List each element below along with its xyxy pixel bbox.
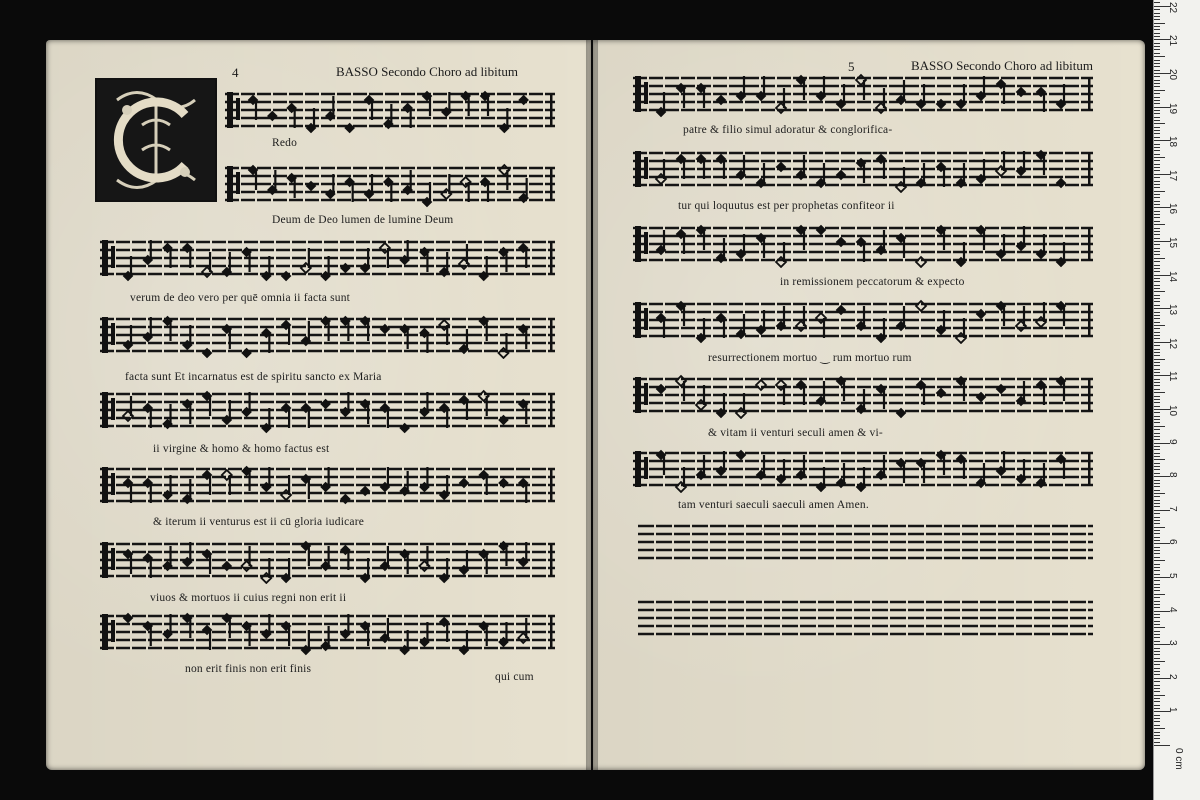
ruler-tick (1154, 248, 1160, 249)
ruler-tick (1154, 533, 1160, 534)
ruler-tick (1154, 86, 1160, 87)
ruler-tick (1154, 325, 1165, 326)
ruler-tick (1154, 204, 1160, 205)
lyric-line: tur qui loquutus est per prophetas confiteor ii (678, 200, 895, 212)
ruler-tick (1154, 298, 1160, 299)
ruler-tick (1154, 590, 1160, 591)
ruler-tick (1154, 144, 1160, 145)
ruler-number: 8 (1167, 472, 1178, 478)
ruler-tick (1154, 288, 1160, 289)
ruler-tick (1154, 244, 1160, 245)
ruler-tick (1154, 624, 1160, 625)
ruler-tick (1154, 567, 1160, 568)
ruler-number: 7 (1167, 505, 1178, 512)
lyric-line: ii virgine & homo & homo factus est (153, 443, 330, 455)
ruler-tick (1154, 621, 1160, 622)
ruler-tick (1154, 399, 1160, 400)
ruler-tick (1154, 33, 1160, 34)
ruler-tick (1154, 261, 1160, 262)
ruler-tick (1154, 365, 1160, 366)
ruler-tick (1154, 416, 1160, 417)
ruler-tick (1154, 372, 1160, 373)
decorative-initial-c (95, 78, 217, 202)
ruler-tick (1154, 594, 1165, 595)
ruler-tick (1154, 708, 1160, 709)
lyric-line: resurrectionem mortuo ‿ rum mortuo rum (708, 352, 912, 364)
ruler-tick (1154, 93, 1160, 94)
empty-staff (638, 522, 1093, 571)
ruler-tick (1154, 19, 1160, 20)
ruler-tick (1154, 715, 1160, 716)
ruler-tick (1154, 66, 1160, 67)
ruler-tick (1154, 113, 1160, 114)
music-staff (100, 463, 555, 509)
ruler-tick (1154, 154, 1160, 155)
ruler-tick (1154, 517, 1160, 518)
ruler-number: 12 (1167, 337, 1178, 349)
empty-staff (638, 598, 1093, 647)
ruler-tick (1154, 483, 1160, 484)
ruler-tick (1154, 668, 1160, 669)
ruler-tick (1154, 503, 1160, 504)
ruler-tick (1154, 530, 1160, 531)
ruler-tick (1154, 601, 1160, 602)
ruler-tick (1154, 439, 1160, 440)
music-staff (225, 88, 555, 134)
ruler-tick (1154, 681, 1160, 682)
ruler-tick (1154, 537, 1160, 538)
ruler-tick (1154, 251, 1160, 252)
music-staff (633, 373, 1093, 419)
ruler-tick (1154, 382, 1160, 383)
ruler-tick (1154, 463, 1160, 464)
ruler-tick (1154, 9, 1160, 10)
ruler-tick (1154, 412, 1160, 413)
ruler-tick (1154, 16, 1160, 17)
ruler-number: 19 (1167, 102, 1178, 114)
ruler-tick (1154, 305, 1160, 306)
ruler-tick (1154, 76, 1160, 77)
music-staff (100, 236, 555, 282)
ruler-tick (1154, 560, 1165, 561)
ruler-tick (1154, 43, 1160, 44)
ruler-tick (1154, 164, 1160, 165)
ruler-tick (1154, 587, 1160, 588)
ruler-number: 20 (1167, 69, 1178, 81)
ruler-tick (1154, 564, 1160, 565)
music-staff (633, 222, 1093, 268)
ruler-tick (1154, 449, 1160, 450)
ruler-tick (1154, 123, 1165, 124)
ruler-tick (1154, 685, 1160, 686)
ruler-tick (1154, 271, 1160, 272)
ruler-tick (1154, 217, 1160, 218)
ruler-tick (1154, 614, 1160, 615)
ruler-tick (1154, 664, 1160, 665)
ruler-tick (1154, 735, 1160, 736)
ruler-tick (1154, 362, 1160, 363)
music-staff (633, 298, 1093, 344)
ruler-tick (1154, 97, 1160, 98)
ruler-number: 16 (1167, 203, 1178, 215)
ruler-tick (1154, 473, 1160, 474)
ruler-tick (1154, 191, 1165, 192)
ruler-tick (1154, 301, 1160, 302)
ruler-tick (1154, 695, 1165, 696)
lyric-line: viuos & mortuos ii cuius regni non erit ii (150, 592, 347, 604)
ruler-tick (1154, 453, 1160, 454)
music-staff (100, 388, 555, 434)
ruler-tick (1154, 648, 1160, 649)
ruler-tick (1154, 527, 1165, 528)
ruler-tick (1154, 480, 1160, 481)
ruler-tick (1154, 332, 1160, 333)
ruler-tick (1154, 661, 1165, 662)
ruler-number: 5 (1167, 573, 1178, 579)
ruler-tick (1154, 170, 1160, 171)
ruler-tick (1154, 732, 1160, 733)
ruler-tick (1154, 221, 1160, 222)
ruler-tick (1154, 150, 1160, 151)
ruler-tick (1154, 446, 1160, 447)
ruler-tick (1154, 359, 1165, 360)
ruler-number: 13 (1167, 304, 1178, 316)
ruler-tick (1154, 345, 1160, 346)
ruler-number: 9 (1167, 438, 1178, 445)
ruler-tick (1154, 658, 1160, 659)
left-page-header: BASSO Secondo Choro ad libitum (336, 64, 519, 79)
ruler-tick (1154, 550, 1160, 551)
ruler-tick (1154, 513, 1160, 514)
music-staff (633, 72, 1093, 118)
ruler-tick (1154, 691, 1160, 692)
ruler-tick (1154, 705, 1160, 706)
ruler-tick (1154, 604, 1160, 605)
ruler-tick (1154, 26, 1160, 27)
ruler-number: 3 (1167, 640, 1178, 646)
lyric-line: Redo (272, 137, 298, 149)
ruler-tick (1154, 523, 1160, 524)
ruler-tick (1154, 721, 1160, 722)
ruler-tick (1154, 355, 1160, 356)
ruler-tick (1154, 315, 1160, 316)
ruler-tick (1154, 352, 1160, 353)
ruler-tick (1154, 29, 1160, 30)
ruler-tick (1154, 312, 1160, 313)
ruler-unit-label: 0 cm (1173, 748, 1184, 770)
ruler-tick (1154, 254, 1160, 255)
ruler-tick (1154, 295, 1160, 296)
music-staff (100, 313, 555, 359)
ruler-tick (1154, 574, 1160, 575)
ruler-tick (1154, 459, 1165, 460)
ruler-tick (1154, 506, 1160, 507)
ruler-tick (1154, 285, 1160, 286)
ruler-tick (1154, 641, 1160, 642)
right-page-header: BASSO Secondo Choro ad libitum (911, 58, 1094, 73)
music-staff (633, 147, 1093, 193)
ruler-tick (1154, 436, 1160, 437)
ruler-tick (1154, 36, 1160, 37)
ruler-number: 6 (1167, 539, 1178, 545)
ruler-tick (1154, 258, 1165, 259)
lyric-line: tam venturi saeculi saeculi amen Amen. (678, 499, 869, 511)
ruler-tick (1154, 56, 1165, 57)
ruler-tick (1154, 201, 1160, 202)
ruler-tick (1154, 281, 1160, 282)
ruler-tick (1154, 278, 1160, 279)
ruler-tick (1154, 338, 1160, 339)
ruler-number: 22 (1167, 1, 1178, 13)
ruler-tick (1154, 137, 1160, 138)
ruler-tick (1154, 698, 1160, 699)
ruler-number: 10 (1167, 405, 1178, 417)
ruler-number: 1 (1167, 707, 1178, 713)
ruler-tick (1154, 318, 1160, 319)
ruler-tick (1154, 160, 1160, 161)
music-staff (633, 447, 1093, 493)
ruler-tick (1154, 634, 1160, 635)
measurement-ruler (1153, 0, 1200, 800)
ruler-tick (1154, 369, 1160, 370)
ruler-tick (1154, 688, 1160, 689)
ruler-tick (1154, 184, 1160, 185)
ruler-tick (1154, 651, 1160, 652)
ruler-tick (1154, 490, 1160, 491)
ruler-tick (1154, 228, 1160, 229)
ruler-tick (1154, 147, 1160, 148)
ruler-tick (1154, 167, 1160, 168)
ruler-tick (1154, 197, 1160, 198)
lyric-line: in remissionem peccatorum & expecto (780, 276, 965, 288)
ruler-tick (1154, 738, 1160, 739)
ruler-tick (1154, 496, 1160, 497)
ruler-tick (1154, 291, 1165, 292)
ruler-tick (1154, 63, 1160, 64)
ruler-tick (1154, 674, 1160, 675)
music-staff (225, 162, 555, 208)
ruler-tick (1154, 60, 1160, 61)
ruler-tick (1154, 433, 1160, 434)
ruler-tick (1154, 265, 1160, 266)
ruler-tick (1154, 49, 1160, 50)
lyric-line: non erit finis non erit finis (185, 663, 312, 675)
ruler-tick (1154, 396, 1160, 397)
ruler-tick (1154, 231, 1160, 232)
ruler-tick (1154, 268, 1160, 269)
ruler-tick (1154, 406, 1160, 407)
ruler-tick (1154, 500, 1160, 501)
ruler-tick (1154, 617, 1160, 618)
ruler-tick (1154, 133, 1160, 134)
lyric-line: patre & filio simul adoratur & conglorifica- (683, 124, 893, 136)
ruler-tick (1154, 486, 1160, 487)
ruler-tick (1154, 224, 1165, 225)
ruler-tick (1154, 238, 1160, 239)
ruler-tick (1154, 607, 1160, 608)
ruler-tick (1154, 110, 1160, 111)
ruler-tick (1154, 597, 1160, 598)
ruler-tick (1154, 90, 1165, 91)
music-staff (100, 538, 555, 584)
ruler-tick (1154, 130, 1160, 131)
ruler-tick (1154, 429, 1160, 430)
ruler-tick (1154, 718, 1160, 719)
ruler-tick (1154, 70, 1160, 71)
ruler-tick (1154, 745, 1170, 746)
ruler-number: 14 (1167, 270, 1178, 282)
ruler-tick (1154, 177, 1160, 178)
lyric-line: facta sunt Et incarnatus est de spiritu sancto ex Maria (125, 371, 382, 383)
ruler-number: 17 (1167, 169, 1178, 181)
ruler-number: 11 (1167, 371, 1178, 382)
ruler-tick (1154, 637, 1160, 638)
ruler-tick (1154, 117, 1160, 118)
ruler-tick (1154, 13, 1160, 14)
ruler-tick (1154, 389, 1160, 390)
ruler-tick (1154, 335, 1160, 336)
book-gutter (586, 40, 598, 770)
ruler-tick (1154, 725, 1160, 726)
ruler-tick (1154, 385, 1160, 386)
ruler-tick (1154, 23, 1165, 24)
ruler-tick (1154, 422, 1160, 423)
ruler-number: 18 (1167, 136, 1178, 148)
ruler-tick (1154, 392, 1165, 393)
ruler-tick (1154, 654, 1160, 655)
right-page-number: 5 (848, 59, 855, 74)
ruler-tick (1154, 456, 1160, 457)
ruler-tick (1154, 46, 1160, 47)
ruler-tick (1154, 627, 1165, 628)
ruler-tick (1154, 701, 1160, 702)
ruler-tick (1154, 100, 1160, 101)
ruler-tick (1154, 187, 1160, 188)
ruler-tick (1154, 379, 1160, 380)
ruler-tick (1154, 402, 1160, 403)
ruler-tick (1154, 426, 1165, 427)
ruler-number: 15 (1167, 237, 1178, 249)
ruler-tick (1154, 80, 1160, 81)
ruler-tick (1154, 520, 1160, 521)
lyric-line: qui cum (495, 671, 534, 683)
ruler-tick (1154, 120, 1160, 121)
ruler-tick (1154, 580, 1160, 581)
ruler-tick (1154, 83, 1160, 84)
ruler-tick (1154, 493, 1165, 494)
ruler-number: 2 (1167, 673, 1178, 680)
ruler-tick (1154, 547, 1160, 548)
ruler-number: 21 (1167, 35, 1178, 47)
ruler-tick (1154, 194, 1160, 195)
ruler-tick (1154, 631, 1160, 632)
ruler-tick (1154, 671, 1160, 672)
ruler-tick (1154, 103, 1160, 104)
ruler-tick (1154, 540, 1160, 541)
ruler-tick (1154, 469, 1160, 470)
ruler-tick (1154, 466, 1160, 467)
ruler-tick (1154, 349, 1160, 350)
lyric-line: & vitam ii venturi seculi amen & vi- (708, 427, 883, 439)
ruler-tick (1154, 322, 1160, 323)
ruler-tick (1154, 181, 1160, 182)
lyric-line: Deum de Deo lumen de lumine Deum (272, 214, 454, 226)
lyric-line: & iterum ii venturus est ii cū gloria iudicare (153, 516, 365, 528)
ruler-tick (1154, 157, 1165, 158)
left-page-number: 4 (232, 65, 239, 80)
ruler-tick (1154, 419, 1160, 420)
ruler-tick (1154, 127, 1160, 128)
ruler-tick (1154, 328, 1160, 329)
ruler-tick (1154, 584, 1160, 585)
ruler-tick (1154, 53, 1160, 54)
ruler-tick (1154, 728, 1165, 729)
ruler-tick (1154, 234, 1160, 235)
ruler-tick (1154, 2, 1160, 3)
ruler-tick (1154, 557, 1160, 558)
lyric-line: verum de deo vero per quē omnia ii facta sunt (130, 292, 351, 304)
ruler-tick (1154, 570, 1160, 571)
ruler-number: 4 (1167, 606, 1178, 613)
ruler-tick (1154, 214, 1160, 215)
ruler-tick (1154, 742, 1160, 743)
ruler-tick (1154, 553, 1160, 554)
ruler-tick (1154, 211, 1160, 212)
music-staff (100, 610, 555, 656)
